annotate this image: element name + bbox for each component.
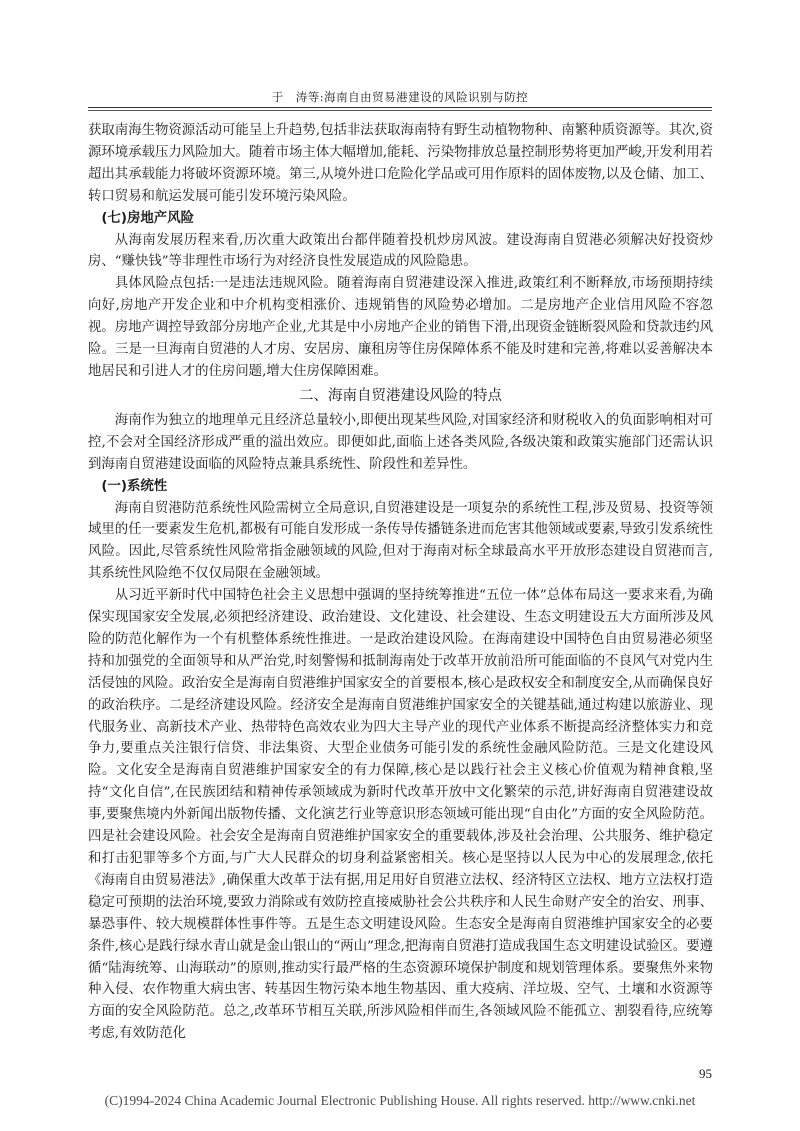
section-heading: 二、海南自贸港建设风险的特点 xyxy=(299,387,502,404)
paragraph: 从海南发展历程来看,历次重大政策出台都伴随着投机炒房风波。建设海南自贸港必须解决好投资炒房、“赚快钱”等非理性市场行为对经济良性发展造成的风险隐患。 xyxy=(88,232,713,270)
copyright-footer: (C)1994-2024 China Academic Journal Electronic Publishing House. All rights reserved. http://www.cnki.net xyxy=(104,1093,696,1108)
paragraph: 海南自贸港防范系统性风险需树立全局意识,自贸港建设是一项复杂的系统性工程,涉及贸易、投资等领域里的任一要素发生危机,都极有可能自发形成一条传导传播链条进而危害其他领域或要素,导致引发系统性风险。因此,尽管系统性风险常指金融领域的风险,但对于海南对标全球最高水平开放形态建设自贸港而言,其系统性风险绝不仅仅局限在金融领域。 xyxy=(88,500,713,582)
paragraph: 具体风险点包括:一是违法违规风险。随着海南自贸港建设深入推进,政策红利不断释放,市场预期持续向好,房地产开发企业和中介机构变相涨价、违规销售的风险势必增加。二是房地产企业信用风险不容忽视。房地产调控导致部分房地产企业,尤其是中小房地产企业的销售下滑,出现资金链断裂风险和贷款违约风险。三是一旦海南自贸港的人才房、安居房、廉租房等住房保障体系不能及时建和完善,将难以妥善解决本地居民和引进人才的住房问题,增大住房保障困难。 xyxy=(88,276,713,379)
subheading-systemic: (一)系统性 xyxy=(101,478,168,494)
subheading-real-estate-risk: (七)房地产风险 xyxy=(101,210,194,226)
page-number: 95 xyxy=(699,1066,712,1081)
paragraph: 海南作为独立的地理单元且经济总量较小,即便出现某些风险,对国家经济和财税收入的负面影响相对可控,不会对全国经济形成严重的溢出效应。即便如此,面临上述各类风险,各级决策和政策实施部门还需认识到海南自贸港建设面临的风险特点兼具系统性、阶段性和差异性。 xyxy=(88,412,713,472)
header-rule-thin xyxy=(88,110,712,111)
header-rule xyxy=(88,107,712,108)
paragraph: 从习近平新时代中国特色社会主义思想中强调的坚持统筹推进“五位一体”总体布局这一要求来看,为确保实现国家安全发展,必须把经济建设、政治建设、文化建设、社会建设、生态文明建设五大方面所涉及风险的防范化解作为一个有机整体系统性推进。一是政治建设风险。在海南建设中国特色自由贸易港必须坚持和加强党的全面领导和从严治党,时刻警惕和抵制海南处于改革开放前沿所可能面临的不良风气对党内生活侵蚀的风险。政治安全是海南自贸港维护国家安全的首要根本,核心是政权安全和制度安全,从而确保良好的政治秩序。二是经济建设风险。经济安全是海南自贸港维护国家安全的关键基础,通过构建以旅游业、现代服务业、高新技术产业、热带特色高效农业为四大主导产业的现代产业体系不断提高经济整体实力和竞争力,要重点关注银行信贷、非法集资、大型企业债务可能引发的系统性金融风险防范。三是文化建设风险。文化安全是海南自贸港维护国家安全的有力保障,核心是以践行社会主义核心价值观为精神食粮,坚持“文化自信”,在民族团结和精神传承领域成为新时代改革开放中文化繁荣的示范,讲好海南自贸港建设故事,要聚焦境内外新闻出版物传播、文化演艺行业等意识形态领域可能出现“自由化”方面的安全风险防范。四是社会建设风险。社会安全是海南自贸港维护国家安全的重要载体,涉及社会治理、公共服务、维护稳定和打击犯罪等多个方面,与广大人民群众的切身利益紧密相关。核心是坚持以人民为中心的发展理念,依托《海南自由贸易港法》,确保重大改革于法有据,用足用好自贸港立法权、经济特区立法权、地方立法权打造稳定可预期的法治环境,要致力消除或有效防控直接威胁社会公共秩序和人民生命财产安全的治安、刑事、暴恐事件、较大规模群体性事件等。五是生态文明建设风险。生态安全是海南自贸港维护国家安全的必要条件,核心是践行绿水青山就是金山银山的“两山”理念,把海南自贸港打造成我国生态文明建设试验区。要遵循“陆海统筹、山海联动”的原则,推动实行最严格的生态资源环境保护制度和规划管理体系。要聚焦外来物种入侵、农作物重大病虫害、转基因生物污染本地生物基因、重大疫病、洋垃圾、空气、土壤和水资源等方面的安全风险防范。总之,改革环节相互关联,所涉风险相伴而生,各领域风险不能孤立、割裂看待,应统筹考虑,有效防范化 xyxy=(88,588,713,1042)
paragraph: 获取南海生物资源活动可能呈上升趋势,包括非法获取海南特有野生动植物物种、南繁种质资源等。其次,资源环境承载压力风险加大。随着市场主体大幅增加,能耗、污染物排放总量控制形势将更加严峻,开发利用若超出其承载能力将破坏资源环境。第三,从境外进口危险化学品或可用作原料的固体废物,以及仓储、加工、转口贸易和航运发展可能引发环境污染风险。 xyxy=(88,123,713,204)
article-body xyxy=(88,120,713,1045)
running-head: 于 涛等:海南自由贸易港建设的风险识别与防控 xyxy=(271,90,529,104)
